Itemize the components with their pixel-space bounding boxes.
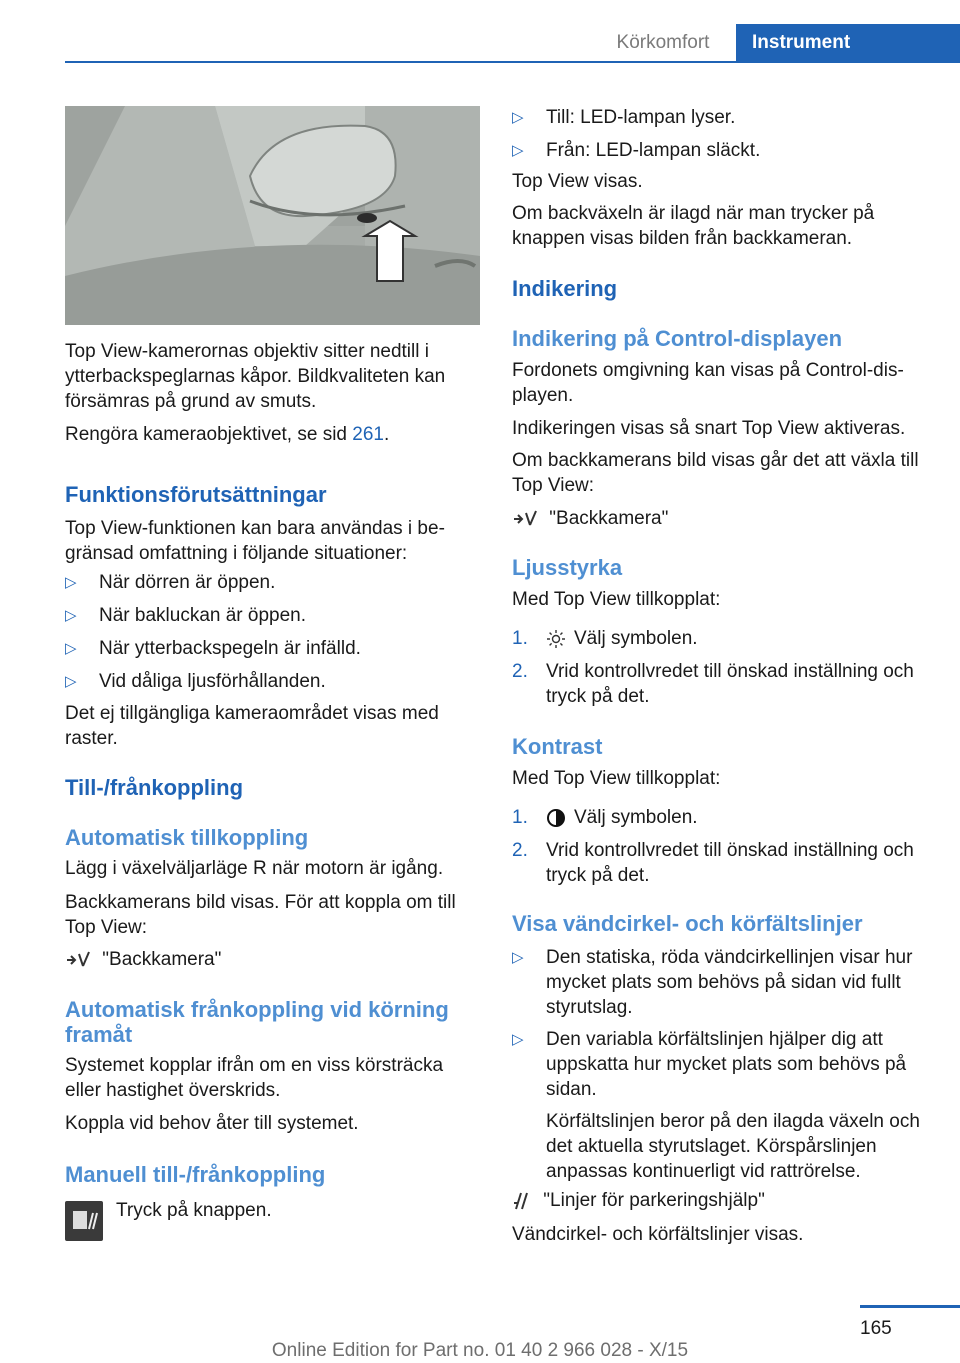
- clean-text: [65, 422, 480, 447]
- list-item-text: Den variabla körfältslinjen hjälper dig att uppskatta hur mycket plats som behövs på sidan.: [546, 1029, 907, 1100]
- triangle-bullet-icon: ▷: [65, 607, 77, 624]
- triangle-bullet-icon: ▷: [512, 949, 524, 966]
- triangle-bullet-icon: ▷: [512, 1031, 524, 1048]
- func-text: Top View-funktionen kan bara användas i begränsad omfattning i följande situationer:: [65, 518, 445, 564]
- top-view-button-icon[interactable]: [65, 1201, 103, 1241]
- header-chapter[interactable]: Instrument: [736, 24, 960, 62]
- step-number: 1.: [512, 628, 528, 649]
- lines-sub-text: Körfältslinjen beror på den ilagda växeln och det aktuella styrutslaget. Körspårslinjen anpassas kontinuerligt vid rattrörelse.: [546, 1111, 920, 1182]
- page-link-261[interactable]: 261: [352, 424, 384, 445]
- step-number: 2.: [512, 840, 528, 861]
- auto-off-text-1: Systemet kopplar ifrån om en viss körsträcka eller hastighet överskrids.: [65, 1055, 444, 1101]
- parking-lines-icon: [512, 1191, 532, 1211]
- ind-menu-text: "Backkamera": [549, 508, 669, 529]
- list-item-text: När bakluckan är öppen.: [99, 605, 307, 626]
- ind-disp-heading: Indikering på Control-displayen: [512, 326, 843, 351]
- clean-suffix: .: [383, 424, 390, 445]
- brightness-icon: [546, 629, 566, 649]
- manual-heading: Manuell till-/frånkoppling: [65, 1162, 326, 1187]
- auto-on-menu: [65, 947, 480, 972]
- step-text: Vrid kontrollvredet till önskad inställning och tryck på det.: [546, 840, 914, 886]
- page-header: [0, 0, 960, 62]
- list-item-text: Den statiska, röda vändcirkellinjen visar hur mycket plats som behövs på sidan vid fullt styrutslag.: [546, 947, 913, 1018]
- lines-menu-text: "Linjer för parkeringshjälp": [543, 1190, 765, 1211]
- ind-menu: [512, 506, 927, 531]
- triangle-bullet-icon: ▷: [512, 142, 524, 159]
- ind-text-3: Om backkamerans bild visas går det att växla till Top View:: [512, 450, 919, 496]
- camera-menu-icon: [512, 509, 538, 529]
- bright-heading: Ljusstyrka: [512, 555, 623, 580]
- auto-on-text-1: Lägg i växelväljarläge R när motorn är igång.: [65, 858, 444, 879]
- mirror-camera-photo: [65, 106, 480, 325]
- edition-text: Online Edition for Part no. 01 40 2 966 028 - X/15: [271, 1340, 689, 1361]
- step-text-label: Välj symbolen.: [574, 628, 698, 649]
- step-text-label: Välj symbolen.: [574, 807, 698, 828]
- header-rule: [65, 61, 960, 63]
- step-text: [546, 805, 927, 830]
- list-item-text: Till: LED-lampan lyser.: [546, 107, 736, 128]
- page-number: 165: [860, 1318, 892, 1339]
- step-number: 2.: [512, 661, 528, 682]
- topview-shown-text: Top View visas.: [512, 171, 643, 192]
- step-text: [546, 626, 927, 651]
- lines-menu: [512, 1188, 927, 1213]
- onoff-heading: Till-/frånkoppling: [65, 775, 244, 800]
- contrast-heading: Kontrast: [512, 734, 603, 759]
- ind-text-2: Indikeringen visas så snart Top View aktiveras.: [512, 418, 906, 439]
- reverse-text: Om backväxeln är ilagd när man trycker på knappen visas bilden från backkameran.: [512, 203, 875, 249]
- ind-text-1: Fordonets omgivning kan visas på Control-displayen.: [512, 360, 904, 406]
- triangle-bullet-icon: ▷: [65, 574, 77, 591]
- contrast-text: Med Top View tillkopplat:: [512, 768, 721, 789]
- contrast-icon: [546, 808, 566, 828]
- auto-off-heading: Automatisk frånkoppling vid körning framåt: [65, 997, 449, 1047]
- list-item-text: Vid dåliga ljusförhållanden.: [99, 671, 326, 692]
- ind-heading: Indikering: [512, 276, 618, 301]
- auto-off-text-2: Koppla vid behov åter till systemet.: [65, 1113, 359, 1134]
- header-section[interactable]: Körkomfort: [616, 32, 710, 53]
- lines-heading: Visa vändcirkel- och körfältslinjer: [512, 911, 863, 936]
- triangle-bullet-icon: ▷: [65, 640, 77, 657]
- manual-text: Tryck på knappen.: [116, 1200, 272, 1221]
- clean-prefix: Rengöra kameraobjektivet, se sid: [65, 424, 353, 445]
- camera-menu-icon: [65, 950, 91, 970]
- caption-text: Top View-kamerornas objektiv sitter nedtill i ytterbackspeglarnas kåpor. Bildkvaliteten kan försämras på grund av smuts.: [65, 341, 446, 412]
- func-heading: Funktionsförutsättningar: [65, 482, 327, 507]
- auto-on-text-2: Backkamerans bild visas. För att koppla om till Top View:: [65, 892, 456, 938]
- auto-on-menu-text: "Backkamera": [102, 949, 222, 970]
- footer-rule: [860, 1305, 960, 1308]
- auto-on-heading: Automatisk tillkoppling: [65, 825, 309, 850]
- list-item-text: När dörren är öppen.: [99, 572, 276, 593]
- triangle-bullet-icon: ▷: [65, 673, 77, 690]
- lines-shown-text: Vändcirkel- och körfältslinjer visas.: [512, 1224, 804, 1245]
- list-item-text: Från: LED-lampan släckt.: [546, 140, 761, 161]
- list-item-text: När ytterbackspegeln är infälld.: [99, 638, 361, 659]
- bright-text: Med Top View tillkopplat:: [512, 589, 721, 610]
- raster-text: Det ej tillgängliga kameraområdet visas med raster.: [65, 703, 439, 749]
- triangle-bullet-icon: ▷: [512, 109, 524, 126]
- step-text: Vrid kontrollvredet till önskad inställning och tryck på det.: [546, 661, 914, 707]
- step-number: 1.: [512, 807, 528, 828]
